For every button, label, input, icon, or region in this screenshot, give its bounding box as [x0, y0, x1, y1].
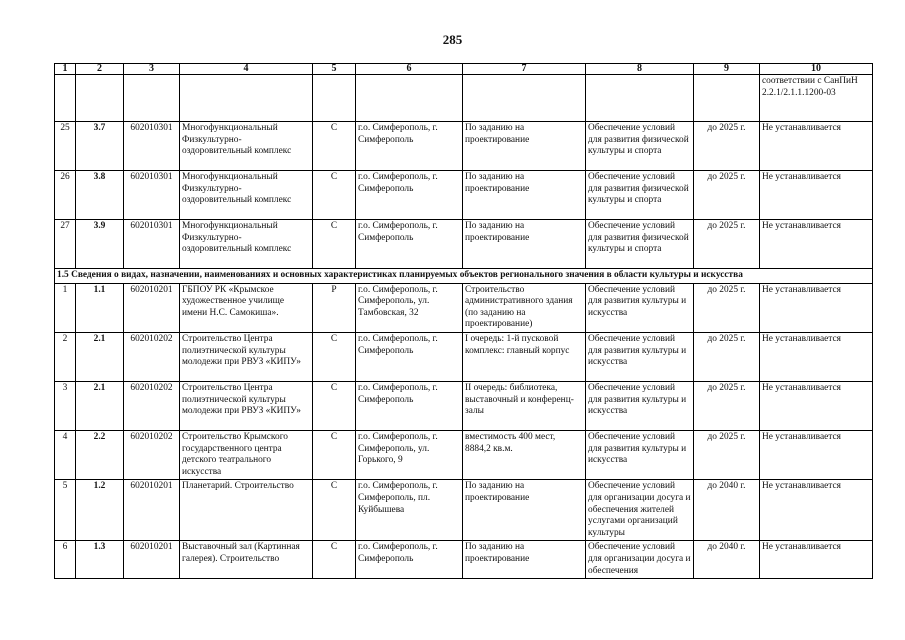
table-row [55, 171, 873, 220]
table-cell: г.о. Симферополь, г. Симферополь [356, 332, 463, 381]
table-cell: Р [313, 283, 356, 332]
table-cell: По заданию на проектирование [463, 480, 586, 541]
section-heading: 1.5 Сведения о видах, назначении, наименованиях и основных характеристиках планируемых объектов регионального значения в области культуры и искусства [55, 269, 873, 284]
table-cell: Не устанавливается [760, 220, 873, 269]
table-cell: Строительство Центра полиэтнической культуры молодежи при РВУЗ «КИПУ» [180, 332, 313, 381]
table-cell: до 2025 г. [694, 171, 760, 220]
table-cell: 602010202 [124, 332, 180, 381]
table-cell: Многофункциональный Физкультурно-оздоровительный комплекс [180, 122, 313, 171]
table-cell: 602010301 [124, 220, 180, 269]
table-row [55, 122, 873, 171]
table-cell: Обеспечение условий для развития культуры и искусства [586, 381, 694, 430]
table-cell: С [313, 541, 356, 579]
table-cell: Не устанавливается [760, 480, 873, 541]
table-cell: 2 [55, 332, 76, 381]
table-cell: Не устанавливается [760, 122, 873, 171]
table-cell: 602010201 [124, 283, 180, 332]
column-header: 2 [76, 64, 124, 75]
table-cell: Обеспечение условий для развития физической культуры и спорта [586, 171, 694, 220]
column-header: 8 [586, 64, 694, 75]
table-cell: С [313, 220, 356, 269]
table-cell: г.о. Симферополь, г. Симферополь [356, 541, 463, 579]
table-cell: Многофункциональный Физкультурно-оздоровительный комплекс [180, 220, 313, 269]
table-cell: соответствии с СанПиН 2.2.1/2.1.1.1200-03 [760, 75, 873, 122]
table-cell: По заданию на проектирование [463, 220, 586, 269]
table-row [55, 430, 873, 479]
table-cell: 4 [55, 430, 76, 479]
table-cell: Обеспечение условий для развития культуры и искусства [586, 283, 694, 332]
table-cell: 3 [55, 381, 76, 430]
table-cell: Не устанавливается [760, 541, 873, 579]
table-cell: г.о. Симферополь, г. Симферополь [356, 122, 463, 171]
section-heading-row [55, 269, 873, 284]
table-cell: вместимость 400 мест, 8884,2 кв.м. [463, 430, 586, 479]
table-cell: II очередь: библиотека, выставочный и конференц-залы [463, 381, 586, 430]
table-cell: 3.8 [76, 171, 124, 220]
table-cell: 27 [55, 220, 76, 269]
table-row [55, 220, 873, 269]
table-cell: Выставочный зал (Картинная галерея). Строительство [180, 541, 313, 579]
table-cell: 26 [55, 171, 76, 220]
table-cell: до 2025 г. [694, 122, 760, 171]
table-row [55, 381, 873, 430]
table-cell: С [313, 480, 356, 541]
table-cell: По заданию на проектирование [463, 541, 586, 579]
table-body [55, 64, 873, 579]
table-cell: 2.1 [76, 381, 124, 430]
table-cell: 1 [55, 283, 76, 332]
table-cell: Планетарий. Строительство [180, 480, 313, 541]
table-cell: 5 [55, 480, 76, 541]
table-cell: С [313, 122, 356, 171]
column-header: 9 [694, 64, 760, 75]
table-cell [694, 75, 760, 122]
table-cell: Не устанавливается [760, 283, 873, 332]
table-cell: г.о. Симферополь, г. Симферополь, ул. Горького, 9 [356, 430, 463, 479]
table-cell: С [313, 332, 356, 381]
table-cell: Строительство Центра полиэтнической культуры молодежи при РВУЗ «КИПУ» [180, 381, 313, 430]
table-cell: Обеспечение условий для развития физической культуры и спорта [586, 220, 694, 269]
table-cell: Не устанавливается [760, 171, 873, 220]
table-row [55, 541, 873, 579]
table-cell: Строительство Крымского государственного центра детского театрального искусства [180, 430, 313, 479]
table-cell [586, 75, 694, 122]
table-row [55, 283, 873, 332]
table-cell: Не устанавливается [760, 332, 873, 381]
table-cell: Многофункциональный Физкультурно-оздоровительный комплекс [180, 171, 313, 220]
table-cell: до 2040 г. [694, 541, 760, 579]
table-cell: до 2040 г. [694, 480, 760, 541]
table-cell: 602010201 [124, 541, 180, 579]
table-cell: 602010301 [124, 171, 180, 220]
table-cell: С [313, 171, 356, 220]
table-cell: 1.1 [76, 283, 124, 332]
table-cell: 2.2 [76, 430, 124, 479]
table-cell [124, 75, 180, 122]
table-cell [356, 75, 463, 122]
table-cell: до 2025 г. [694, 332, 760, 381]
table-cell: Обеспечение условий для развития физической культуры и спорта [586, 122, 694, 171]
column-header: 3 [124, 64, 180, 75]
table-cell: По заданию на проектирование [463, 171, 586, 220]
table-cell [55, 75, 76, 122]
table-cell: до 2025 г. [694, 220, 760, 269]
table-cell: 25 [55, 122, 76, 171]
table-cell [313, 75, 356, 122]
table-cell: Строительство административного здания (по заданию на проектирование) [463, 283, 586, 332]
table-cell: Обеспечение условий для организации досуга и обеспечения жителей услугами организаций культуры [586, 480, 694, 541]
table-cell: Не устанавливается [760, 381, 873, 430]
table-cell: Обеспечение условий для развития культуры и искусства [586, 430, 694, 479]
table-row [55, 332, 873, 381]
table-cell: г.о. Симферополь, г. Симферополь, ул. Тамбовская, 32 [356, 283, 463, 332]
table-cell: до 2025 г. [694, 381, 760, 430]
table-cell: Не устанавливается [760, 430, 873, 479]
table-cell: г.о. Симферополь, г. Симферополь [356, 171, 463, 220]
table-cell: ГБПОУ РК «Крымское художественное училище имени Н.С. Самокиша». [180, 283, 313, 332]
table-cell: 602010202 [124, 381, 180, 430]
page-number: 285 [442, 32, 463, 47]
table-cell: 3.9 [76, 220, 124, 269]
column-header: 7 [463, 64, 586, 75]
table-cell: С [313, 381, 356, 430]
table-cell: По заданию на проектирование [463, 122, 586, 171]
table-cell: I очередь: 1-й пусковой комплекс: главный корпус [463, 332, 586, 381]
table-cell: 1.2 [76, 480, 124, 541]
table-row [55, 480, 873, 541]
column-header: 6 [356, 64, 463, 75]
column-header: 4 [180, 64, 313, 75]
table-cell: г.о. Симферополь, г. Симферополь, пл. Куйбышева [356, 480, 463, 541]
table-cell [76, 75, 124, 122]
table-cell: 602010201 [124, 480, 180, 541]
table-cell: 602010202 [124, 430, 180, 479]
column-header: 1 [55, 64, 76, 75]
column-header: 10 [760, 64, 873, 75]
column-header: 5 [313, 64, 356, 75]
table-cell: 3.7 [76, 122, 124, 171]
table-cell: 6 [55, 541, 76, 579]
table-cell: 2.1 [76, 332, 124, 381]
table-cell: до 2025 г. [694, 430, 760, 479]
table-cell: г.о. Симферополь, г. Симферополь [356, 220, 463, 269]
table-cell: Обеспечение условий для развития культуры и искусства [586, 332, 694, 381]
table-cell: 602010301 [124, 122, 180, 171]
table-cell [463, 75, 586, 122]
objects-table [54, 63, 873, 579]
header-row [55, 64, 873, 75]
table-cell: г.о. Симферополь, г. Симферополь [356, 381, 463, 430]
table-cell [180, 75, 313, 122]
table-cell: Обеспечение условий для организации досуга и обеспечения [586, 541, 694, 579]
table-cell: С [313, 430, 356, 479]
continuation-row [55, 75, 873, 122]
table-cell: 1.3 [76, 541, 124, 579]
table-cell: до 2025 г. [694, 283, 760, 332]
